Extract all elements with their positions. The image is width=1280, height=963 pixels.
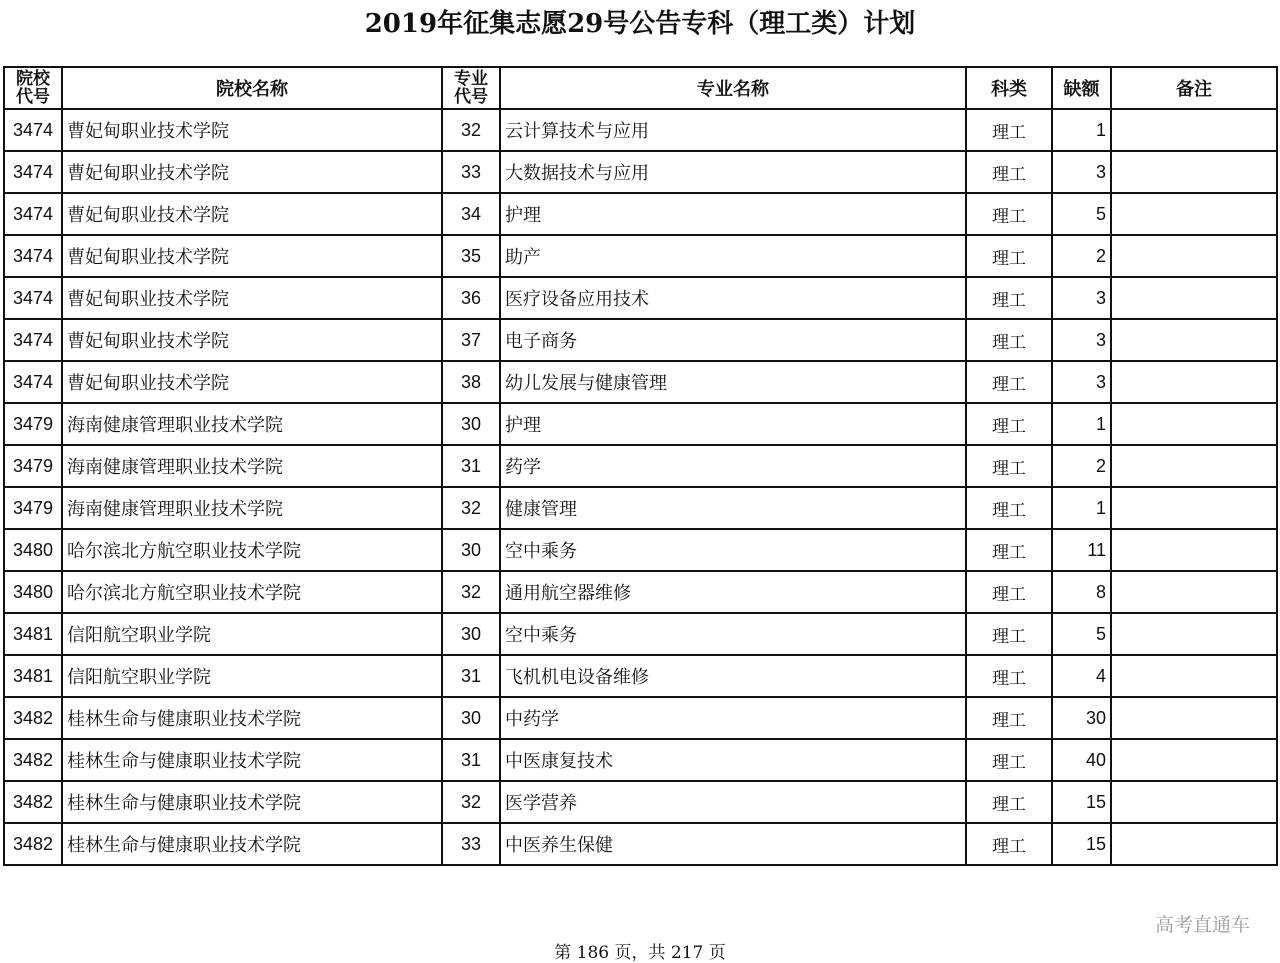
cell-note: [1111, 109, 1277, 151]
page-footer: 第 186 页，共 217 页: [554, 943, 726, 963]
cell-note: [1111, 487, 1277, 529]
table-row: [4, 487, 1277, 529]
cell-major-name: 空中乘务: [500, 529, 966, 571]
cell-major-code: 30: [442, 403, 500, 445]
cell-category: 理工: [966, 109, 1052, 151]
cell-school-code: 3474: [4, 277, 62, 319]
header-row: [4, 67, 1277, 109]
cell-school-name: 哈尔滨北方航空职业技术学院: [62, 571, 442, 613]
cell-school-name: 哈尔滨北方航空职业技术学院: [62, 529, 442, 571]
table-row: [4, 235, 1277, 277]
cell-major-code: 36: [442, 277, 500, 319]
cell-quota: 8: [1052, 571, 1111, 613]
cell-quota: 5: [1052, 193, 1111, 235]
cell-major-name: 护理: [500, 193, 966, 235]
cell-school-code: 3474: [4, 109, 62, 151]
cell-school-code: 3481: [4, 655, 62, 697]
cell-note: [1111, 697, 1277, 739]
cell-category: 理工: [966, 361, 1052, 403]
cell-major-name: 中医养生保健: [500, 823, 966, 865]
table-row: [4, 781, 1277, 823]
table-row: [4, 823, 1277, 865]
cell-quota: 1: [1052, 109, 1111, 151]
cell-major-code: 32: [442, 109, 500, 151]
cell-school-name: 曹妃甸职业技术学院: [62, 319, 442, 361]
cell-school-code: 3479: [4, 487, 62, 529]
cell-note: [1111, 193, 1277, 235]
cell-major-code: 31: [442, 655, 500, 697]
cell-note: [1111, 613, 1277, 655]
cell-major-name: 电子商务: [500, 319, 966, 361]
header-school-name: 院校名称: [62, 67, 442, 109]
watermark: 高考直通车: [1154, 914, 1250, 936]
cell-category: 理工: [966, 403, 1052, 445]
cell-major-code: 31: [442, 445, 500, 487]
cell-quota: 1: [1052, 487, 1111, 529]
cell-category: 理工: [966, 277, 1052, 319]
cell-note: [1111, 403, 1277, 445]
cell-major-name: 通用航空器维修: [500, 571, 966, 613]
cell-school-code: 3482: [4, 823, 62, 865]
cell-major-code: 32: [442, 571, 500, 613]
cell-major-code: 30: [442, 529, 500, 571]
cell-major-name: 中药学: [500, 697, 966, 739]
cell-category: 理工: [966, 529, 1052, 571]
cell-major-name: 中医康复技术: [500, 739, 966, 781]
cell-note: [1111, 529, 1277, 571]
cell-school-name: 桂林生命与健康职业技术学院: [62, 739, 442, 781]
cell-major-code: 32: [442, 487, 500, 529]
header-category: 科类: [966, 67, 1052, 109]
page-title: 2019年征集志愿29号公告专科（理工类）计划: [364, 9, 916, 39]
cell-school-name: 信阳航空职业学院: [62, 655, 442, 697]
cell-major-code: 33: [442, 151, 500, 193]
table-row: [4, 403, 1277, 445]
cell-major-name: 医学营养: [500, 781, 966, 823]
cell-category: 理工: [966, 193, 1052, 235]
cell-note: [1111, 235, 1277, 277]
cell-major-code: 32: [442, 781, 500, 823]
cell-major-name: 助产: [500, 235, 966, 277]
cell-major-name: 大数据技术与应用: [500, 151, 966, 193]
cell-quota: 5: [1052, 613, 1111, 655]
cell-school-name: 桂林生命与健康职业技术学院: [62, 823, 442, 865]
cell-school-code: 3480: [4, 571, 62, 613]
cell-category: 理工: [966, 613, 1052, 655]
cell-school-name: 桂林生命与健康职业技术学院: [62, 697, 442, 739]
cell-quota: 1: [1052, 403, 1111, 445]
cell-major-name: 空中乘务: [500, 613, 966, 655]
cell-school-code: 3479: [4, 403, 62, 445]
cell-quota: 3: [1052, 277, 1111, 319]
cell-note: [1111, 823, 1277, 865]
cell-quota: 15: [1052, 781, 1111, 823]
cell-category: 理工: [966, 739, 1052, 781]
cell-school-name: 海南健康管理职业技术学院: [62, 445, 442, 487]
cell-school-code: 3474: [4, 151, 62, 193]
cell-major-name: 飞机机电设备维修: [500, 655, 966, 697]
cell-note: [1111, 151, 1277, 193]
cell-major-code: 34: [442, 193, 500, 235]
cell-school-name: 曹妃甸职业技术学院: [62, 109, 442, 151]
table-row: [4, 697, 1277, 739]
table-row: [4, 109, 1277, 151]
cell-category: 理工: [966, 781, 1052, 823]
cell-major-code: 30: [442, 613, 500, 655]
cell-category: 理工: [966, 487, 1052, 529]
cell-school-name: 曹妃甸职业技术学院: [62, 151, 442, 193]
table-row: [4, 529, 1277, 571]
header-school-code: 院校代号: [4, 67, 62, 109]
cell-category: 理工: [966, 235, 1052, 277]
header-quota: 缺额: [1052, 67, 1111, 109]
table-row: [4, 361, 1277, 403]
cell-major-code: 37: [442, 319, 500, 361]
cell-major-name: 幼儿发展与健康管理: [500, 361, 966, 403]
cell-school-code: 3482: [4, 697, 62, 739]
cell-school-name: 曹妃甸职业技术学院: [62, 193, 442, 235]
cell-category: 理工: [966, 151, 1052, 193]
cell-major-code: 38: [442, 361, 500, 403]
cell-school-code: 3474: [4, 319, 62, 361]
cell-quota: 3: [1052, 151, 1111, 193]
cell-school-name: 海南健康管理职业技术学院: [62, 487, 442, 529]
cell-category: 理工: [966, 319, 1052, 361]
table-row: [4, 277, 1277, 319]
cell-school-code: 3482: [4, 781, 62, 823]
cell-note: [1111, 277, 1277, 319]
cell-note: [1111, 571, 1277, 613]
cell-quota: 4: [1052, 655, 1111, 697]
cell-note: [1111, 319, 1277, 361]
cell-major-name: 药学: [500, 445, 966, 487]
cell-school-code: 3474: [4, 193, 62, 235]
cell-quota: 2: [1052, 235, 1111, 277]
cell-major-code: 30: [442, 697, 500, 739]
cell-category: 理工: [966, 697, 1052, 739]
cell-note: [1111, 655, 1277, 697]
cell-quota: 30: [1052, 697, 1111, 739]
cell-quota: 2: [1052, 445, 1111, 487]
cell-school-code: 3479: [4, 445, 62, 487]
cell-school-name: 曹妃甸职业技术学院: [62, 277, 442, 319]
table-row: [4, 445, 1277, 487]
cell-school-name: 曹妃甸职业技术学院: [62, 361, 442, 403]
cell-category: 理工: [966, 655, 1052, 697]
cell-school-name: 海南健康管理职业技术学院: [62, 403, 442, 445]
cell-quota: 40: [1052, 739, 1111, 781]
cell-category: 理工: [966, 445, 1052, 487]
cell-major-name: 护理: [500, 403, 966, 445]
table-header: [4, 67, 1277, 109]
cell-school-code: 3481: [4, 613, 62, 655]
cell-note: [1111, 781, 1277, 823]
cell-school-code: 3474: [4, 361, 62, 403]
cell-major-name: 云计算技术与应用: [500, 109, 966, 151]
header-major-code: 专业代号: [442, 67, 500, 109]
table-row: [4, 319, 1277, 361]
table-row: [4, 193, 1277, 235]
table-row: [4, 739, 1277, 781]
table-row: [4, 571, 1277, 613]
table-row: [4, 151, 1277, 193]
plan-table: [3, 66, 1278, 866]
cell-major-name: 医疗设备应用技术: [500, 277, 966, 319]
cell-major-code: 31: [442, 739, 500, 781]
cell-school-name: 曹妃甸职业技术学院: [62, 235, 442, 277]
cell-major-name: 健康管理: [500, 487, 966, 529]
cell-school-name: 信阳航空职业学院: [62, 613, 442, 655]
table-row: [4, 655, 1277, 697]
cell-note: [1111, 739, 1277, 781]
cell-quota: 3: [1052, 319, 1111, 361]
header-note: 备注: [1111, 67, 1277, 109]
cell-quota: 11: [1052, 529, 1111, 571]
cell-school-code: 3474: [4, 235, 62, 277]
cell-major-code: 33: [442, 823, 500, 865]
cell-note: [1111, 445, 1277, 487]
cell-school-code: 3482: [4, 739, 62, 781]
cell-note: [1111, 361, 1277, 403]
table-row: [4, 613, 1277, 655]
cell-school-code: 3480: [4, 529, 62, 571]
cell-category: 理工: [966, 823, 1052, 865]
cell-quota: 15: [1052, 823, 1111, 865]
table-body: [4, 109, 1277, 865]
cell-major-code: 35: [442, 235, 500, 277]
header-major-name: 专业名称: [500, 67, 966, 109]
cell-school-name: 桂林生命与健康职业技术学院: [62, 781, 442, 823]
cell-quota: 3: [1052, 361, 1111, 403]
cell-category: 理工: [966, 571, 1052, 613]
